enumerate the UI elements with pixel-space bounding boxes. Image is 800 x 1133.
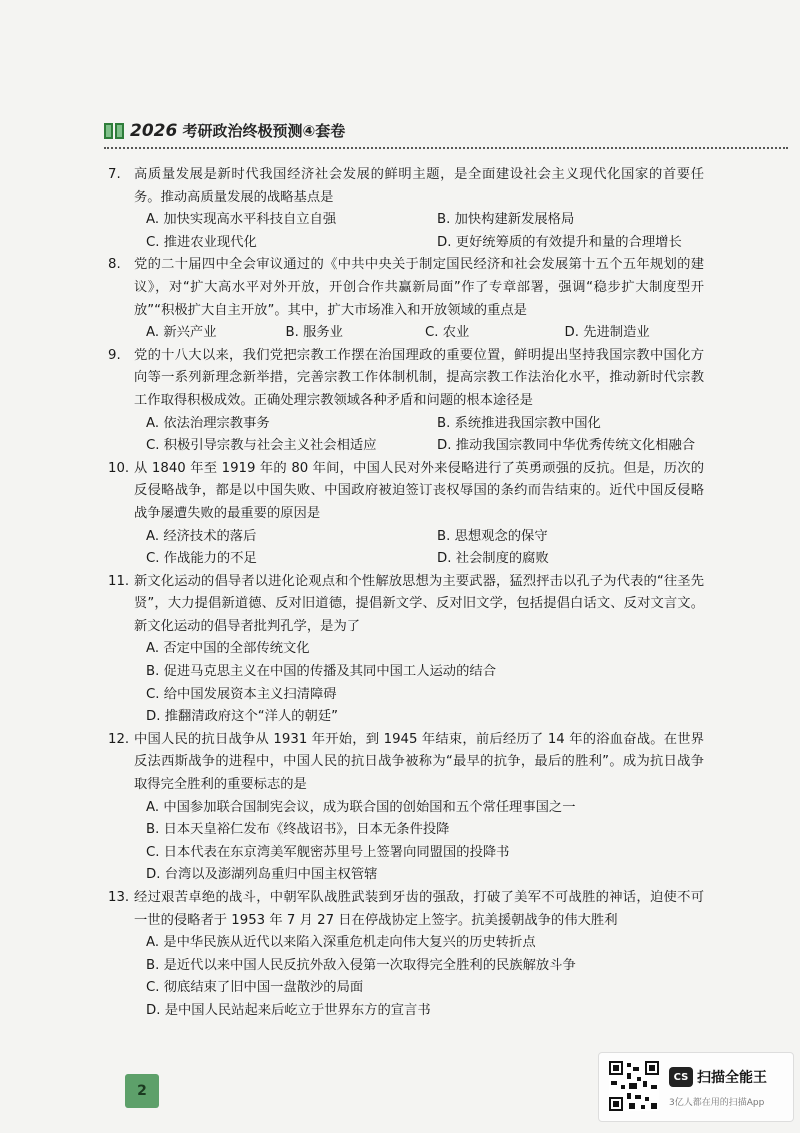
header-title: [130, 120, 345, 141]
question-item: [108, 729, 704, 887]
answer-option: C. 给中国发展资本主义扫清障碍: [146, 686, 337, 702]
question-list: [108, 164, 704, 1023]
question-item: [108, 458, 704, 571]
qr-code-icon: [609, 1061, 659, 1111]
page-header: [104, 120, 784, 148]
book-icon: [104, 122, 124, 140]
answer-options: [120, 413, 704, 458]
scanner-tagline: 3亿人都在用的扫描App: [669, 1098, 765, 1108]
answer-option: C. 日本代表在东京湾美军舰密苏里号上签署向同盟国的投降书: [146, 844, 510, 860]
answer-option: B. 日本天皇裕仁发布《终战诏书》，日本无条件投降: [146, 822, 450, 838]
answer-option: B. 促进马克思主义在中国的传播及其同中国工人运动的结合: [146, 664, 496, 680]
question-stem: 党的二十届四中全会审议通过的《中共中央关于制定国民经济和社会发展第十五个五年规划的建议》，对“扩大高水平对外开放，开创合作共赢新局面”作了专章部署，强调“稳步扩大制度型开放”“积极扩大自主开放”。其中，扩大市场准入和开放领域的重点是: [134, 257, 704, 318]
answer-option: D. 是中国人民站起来后屹立于世界东方的宣言书: [146, 1002, 431, 1018]
answer-option: C. 彻底结束了旧中国一盘散沙的局面: [146, 980, 364, 996]
question-number: 12.: [108, 731, 130, 747]
answer-options: [120, 638, 704, 728]
header-title-text: 考研政治终极预测④套卷: [177, 122, 346, 140]
answer-option: A. 经济技术的落后: [146, 528, 257, 544]
answer-options: [120, 797, 704, 887]
answer-options: [120, 526, 704, 571]
answer-option: A. 是中华民族从近代以来陷入深重危机走向伟大复兴的历史转折点: [146, 935, 536, 951]
question-stem: 从 1840 年至 1919 年的 80 年间，中国人民对外来侵略进行了英勇顽强的反抗。但是，历次的反侵略战争，都是以中国失败、中国政府被迫签订丧权辱国的条约而告结束的。近代中国反侵略战争屡遭失败的最重要的原因是: [134, 460, 704, 521]
answer-option: C. 作战能力的不足: [146, 551, 257, 567]
answer-option: A. 中国参加联合国制宪会议，成为联合国的创始国和五个常任理事国之一: [146, 799, 576, 815]
question-item: [108, 254, 704, 344]
answer-options: [120, 209, 704, 254]
question-stem: 新文化运动的倡导者以进化论观点和个性解放思想为主要武器，猛烈抨击以孔子为代表的“往圣先贤”，大力提倡新道德、反对旧道德，提倡新文学、反对旧文学，包括提倡白话文、反对文言文。新文化运动的倡导者批判孔学，是为了: [134, 573, 704, 634]
question-number: 11.: [108, 573, 130, 589]
page-number: 2: [125, 1074, 159, 1108]
question-item: [108, 571, 704, 729]
question-stem: 党的十八大以来，我们党把宗教工作摆在治国理政的重要位置，鲜明提出坚持我国宗教中国化方向等一系列新理念新举措，完善宗教工作体制机制，提高宗教工作法治化水平，推动新时代宗教工作取得积极成效。正确处理宗教领域各种矛盾和问题的根本途径是: [134, 347, 704, 408]
question-item: [108, 164, 704, 254]
answer-option: D. 先进制造业: [564, 325, 650, 341]
answer-option: A. 加快实现高水平科技自立自强: [146, 212, 337, 228]
answer-option: D. 推翻清政府这个“洋人的朝廷”: [146, 709, 339, 725]
scanner-app-name: 扫描全能王: [697, 1070, 767, 1086]
question-number: 9.: [108, 347, 121, 363]
question-stem: 中国人民的抗日战争从 1931 年开始，到 1945 年结束，前后经历了 14 年的浴血奋战。在世界反法西斯战争的进程中，中国人民的抗日战争被称为“最早的抗争，最后的胜利”。成为抗日战争取得完全胜利的重要标志的是: [134, 731, 704, 793]
scanner-watermark: [598, 1052, 794, 1122]
answer-option: D. 推动我国宗教同中华优秀传统文化相融合: [437, 438, 696, 454]
answer-option: C. 农业: [425, 325, 470, 341]
answer-option: B. 思想观念的保守: [437, 528, 548, 544]
question-number: 10.: [108, 460, 130, 476]
answer-option: C. 积极引导宗教与社会主义社会相适应: [146, 438, 377, 454]
question-number: 8.: [108, 257, 121, 273]
answer-options: [120, 932, 704, 1022]
question-item: [108, 887, 704, 1023]
header-divider: [104, 147, 788, 149]
question-number: 7.: [108, 167, 121, 182]
answer-option: D. 社会制度的腐败: [437, 551, 549, 567]
answer-option: A. 依法治理宗教事务: [146, 415, 270, 431]
answer-option: B. 服务业: [285, 325, 343, 341]
answer-option: B. 加快构建新发展格局: [437, 212, 575, 228]
answer-option: B. 系统推进我国宗教中国化: [437, 415, 601, 431]
answer-option: B. 是近代以来中国人民反抗外敌入侵第一次取得完全胜利的民族解放斗争: [146, 957, 576, 973]
question-stem: 经过艰苦卓绝的战斗，中朝军队战胜武装到牙齿的强敌，打破了美军不可战胜的神话，迫使不可一世的侵略者于 1953 年 7 月 27 日在停战协定上签字。抗美援朝战争的伟大胜利: [134, 890, 704, 928]
header-year: 2026: [130, 121, 178, 141]
answer-option: D. 更好统筹质的有效提升和量的合理增长: [437, 234, 682, 250]
question-number: 13.: [108, 890, 130, 905]
question-stem: 高质量发展是新时代我国经济社会发展的鲜明主题，是全面建设社会主义现代化国家的首要任务。推动高质量发展的战略基点是: [134, 167, 704, 205]
scanner-logo: CS: [669, 1067, 693, 1087]
answer-option: A. 否定中国的全部传统文化: [146, 641, 310, 657]
answer-option: C. 推进农业现代化: [146, 234, 257, 250]
answer-option: D. 台湾以及澎湖列岛重归中国主权管辖: [146, 867, 378, 883]
answer-option: A. 新兴产业: [146, 325, 217, 341]
answer-options: [120, 322, 704, 345]
question-item: [108, 345, 704, 458]
